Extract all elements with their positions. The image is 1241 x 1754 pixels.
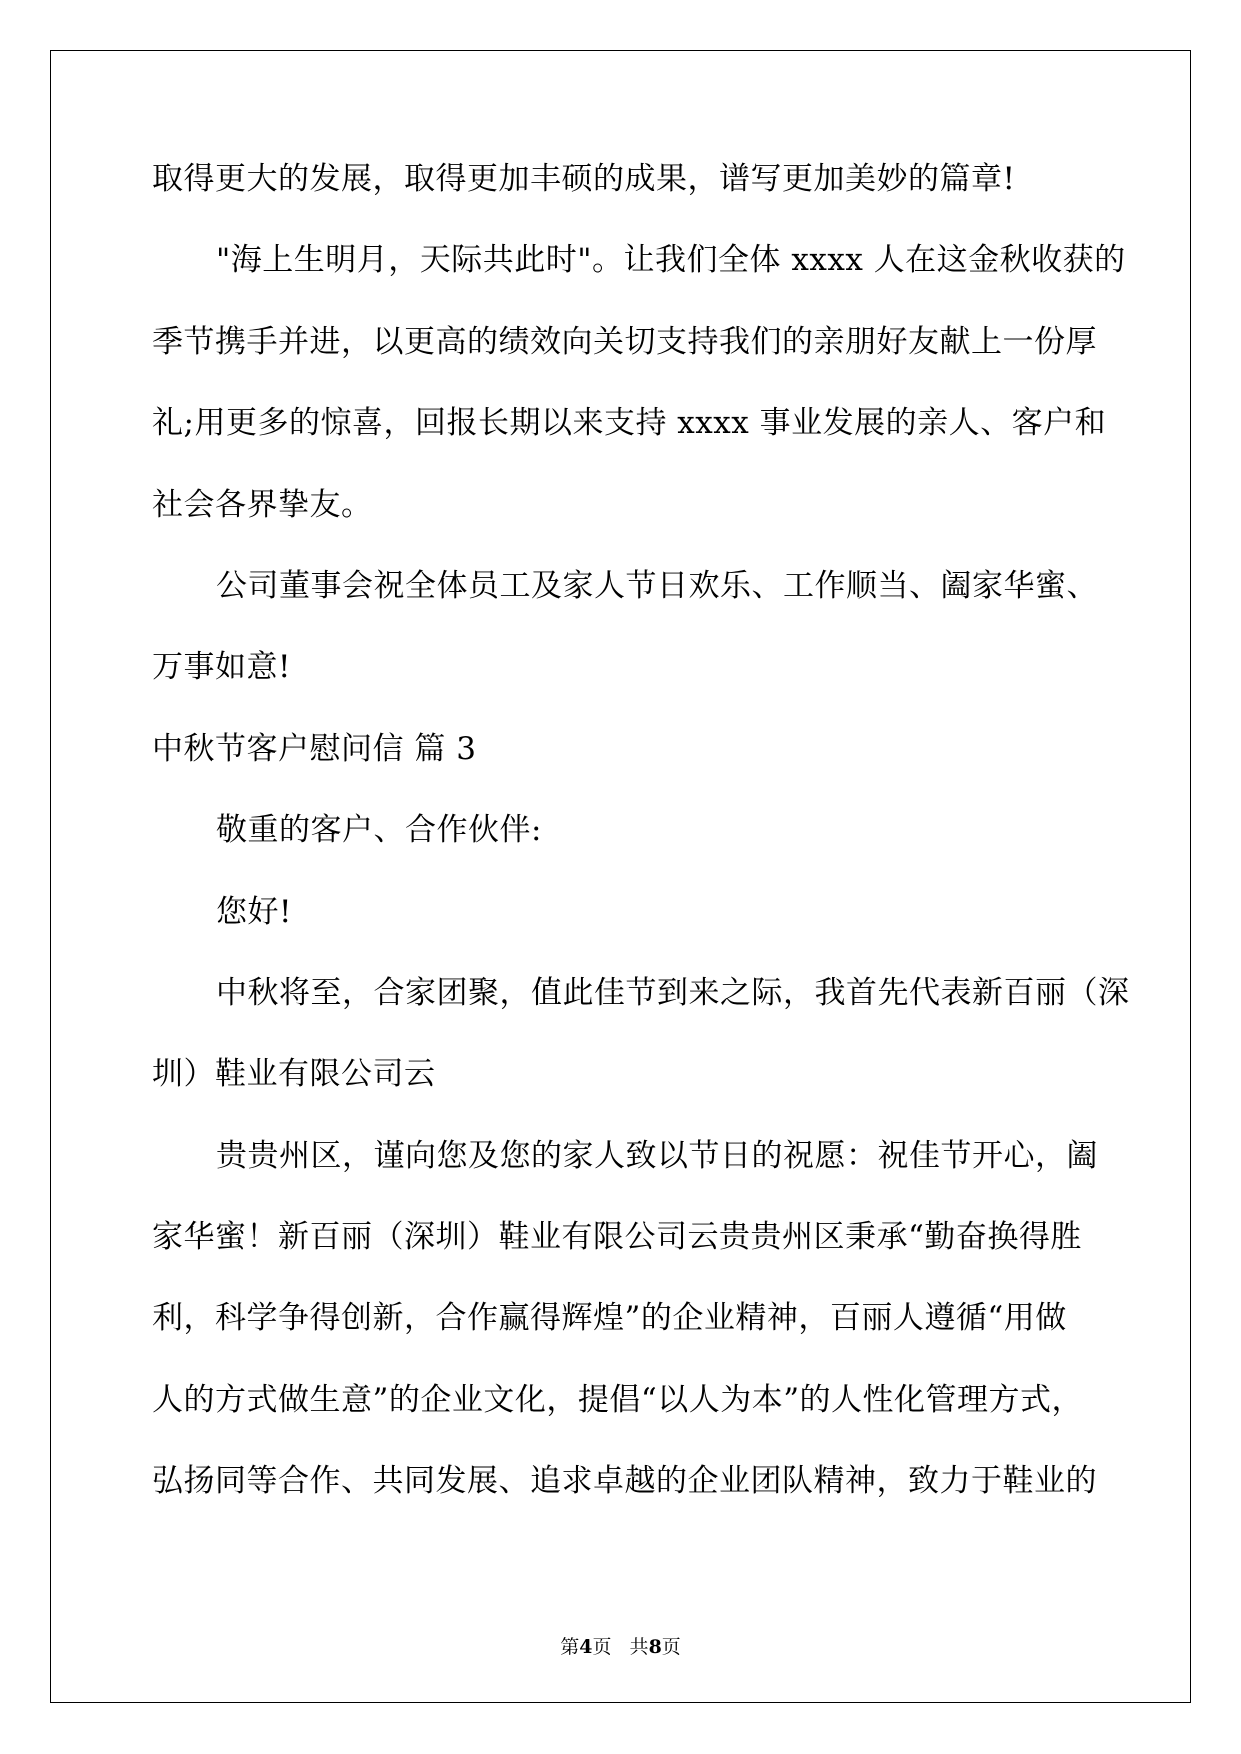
- text-line: 圳）鞋业有限公司云: [152, 1056, 436, 1093]
- page-footer: [0, 1632, 1241, 1659]
- text-line: 社会各界挚友。: [152, 486, 373, 523]
- text-line: 公司董事会祝全体员工及家人节日欢乐、工作顺当、阖家华蜜、: [216, 567, 1098, 604]
- text-line: 家华蜜！新百丽（深圳）鞋业有限公司云贵贵州区秉承“勤奋换得胜: [152, 1219, 1082, 1256]
- footer-total-pages: 8: [648, 1636, 662, 1658]
- text-line: 礼;用更多的惊喜，回报长期以来支持 xxxx 事业发展的亲人、客户和: [152, 405, 1107, 442]
- text-line: 中秋将至，合家团聚，值此佳节到来之际，我首先代表新百丽（深: [216, 974, 1130, 1011]
- document-body: [152, 161, 1130, 1547]
- text-line: 贵贵州区，谨向您及您的家人致以节日的祝愿：祝佳节开心，阖: [216, 1137, 1098, 1174]
- footer-suffix: 页: [661, 1636, 681, 1658]
- text-line: 季节携手并进，以更高的绩效向关切支持我们的亲朋好友献上一份厚: [152, 323, 1097, 360]
- text-line: 中秋节客户慰问信 篇 3: [152, 730, 477, 767]
- text-line: 敬重的客户、合作伙伴:: [216, 812, 542, 849]
- text-line: 利，科学争得创新，合作赢得辉煌”的企业精神，百丽人遵循“用做: [152, 1300, 1067, 1337]
- footer-current-page: 4: [579, 1636, 593, 1658]
- text-line: 人的方式做生意”的企业文化，提倡“以人为本”的人性化管理方式，: [152, 1381, 1084, 1418]
- footer-middle: 页 共: [592, 1636, 649, 1658]
- footer-prefix: 第: [560, 1636, 580, 1658]
- text-line: 取得更大的发展，取得更加丰硕的成果，谱写更加美妙的篇章!: [152, 161, 1016, 197]
- text-line: 您好!: [216, 893, 292, 930]
- text-line: "海上生明月，天际共此时"。让我们全体 xxxx 人在这金秋收获的: [216, 242, 1126, 279]
- text-line: 弘扬同等合作、共同发展、追求卓越的企业团队精神，致力于鞋业的: [152, 1463, 1097, 1500]
- text-line: 万事如意!: [152, 649, 291, 686]
